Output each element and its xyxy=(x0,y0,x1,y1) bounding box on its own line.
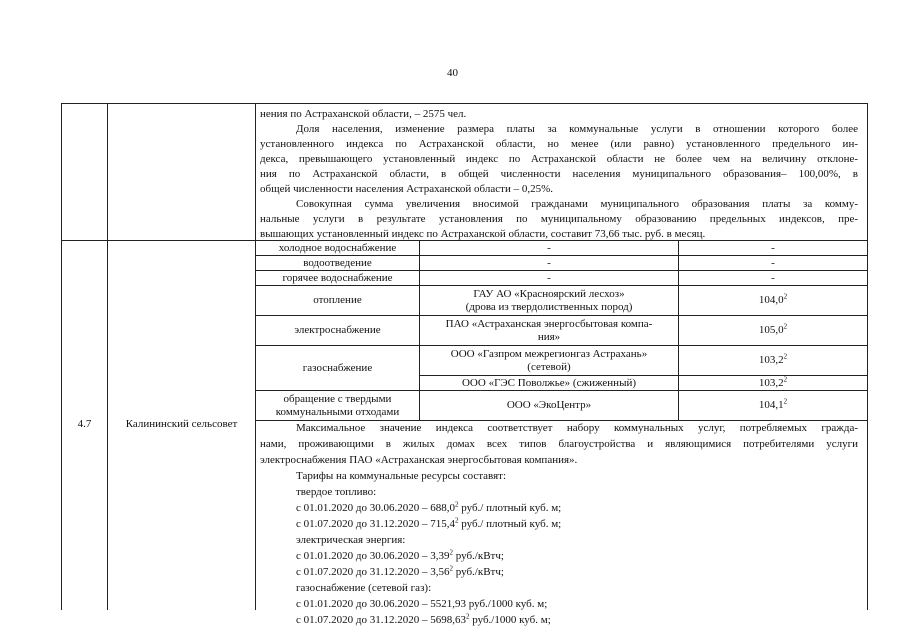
index-value xyxy=(679,286,867,315)
value: 104,0 xyxy=(758,294,784,306)
text-line: нальные услуги в результате установления по муниципальному образованию предельных индексов, пре- xyxy=(260,213,858,225)
footnote-mark: 2 xyxy=(449,548,453,557)
provider-line: (дрова из твердолиственных пород) xyxy=(465,300,633,313)
text-line: установленного индекса по Астраханской области, но менее (или равно) установленного предельного ин- xyxy=(260,138,858,150)
provider: - xyxy=(547,271,551,284)
service-name: холодное водоснабжение xyxy=(278,241,397,254)
provider-line: ния» xyxy=(537,330,561,343)
tariff-text: с 01.01.2020 до 30.06.2020 – 688,0 xyxy=(296,502,455,514)
service-name-line: коммунальными отходами xyxy=(275,405,400,418)
provider-line: ГАУ АО «Красноярский лесхоз» xyxy=(473,287,625,300)
value: 103,2 xyxy=(758,376,784,389)
service-name: отопление xyxy=(313,294,362,306)
provider: ООО «ГЭС Поволжье» (сжиженный) xyxy=(461,376,637,389)
tariff-text: с 01.07.2020 до 31.12.2020 – 3,56 xyxy=(296,566,450,578)
provider: - xyxy=(547,256,551,269)
tariff-unit: руб./кВтч; xyxy=(452,566,504,578)
text-line: электроснабжения ПАО «Астраханская энергосбытовая компания». xyxy=(260,454,578,466)
footnote-mark: 2 xyxy=(449,564,453,573)
service-name: электроснабжение xyxy=(294,324,381,336)
text-line: ния по Астраханской области, в общей численности населения муниципального образования– 100,00%, в xyxy=(260,168,858,180)
index-value: - xyxy=(771,271,775,284)
text-line: электрическая энергия: xyxy=(296,534,406,546)
text-line xyxy=(260,500,863,516)
col-divider xyxy=(107,104,108,610)
text-line: газоснабжение (сетевой газ): xyxy=(296,582,432,594)
value: 105,0 xyxy=(758,324,784,336)
municipality-name: Калининский сельсовет xyxy=(125,417,238,430)
service-name: водоотведение xyxy=(303,256,372,269)
provider xyxy=(420,316,678,345)
value: 104,1 xyxy=(758,399,784,411)
index-value xyxy=(679,346,867,375)
text-line xyxy=(260,548,863,564)
provider: - xyxy=(547,241,551,254)
text-line: Совокупная сумма увеличения вносимой гражданами муниципального образования платы за комму- xyxy=(296,198,858,210)
text-line: с 01.01.2020 до 30.06.2020 – 5521,93 руб./1000 куб. м; xyxy=(296,598,548,610)
index-value xyxy=(679,391,867,420)
document-table xyxy=(61,103,868,626)
text-line xyxy=(260,612,863,628)
text-line: Тарифы на коммунальные ресурсы составят: xyxy=(296,470,507,482)
index-value xyxy=(679,376,867,390)
page-number: 40 xyxy=(447,67,458,79)
index-value xyxy=(679,316,867,345)
service-name: горячее водоснабжение xyxy=(282,271,393,284)
provider-line: (сетевой) xyxy=(527,360,571,373)
tariff-unit: руб./кВтч; xyxy=(452,550,504,562)
index-value: - xyxy=(771,241,775,254)
text-line: нения по Астраханской области, – 2575 чел. xyxy=(260,108,467,120)
text-line xyxy=(260,516,863,532)
text-line: Доля населения, изменение размера платы за коммунальные услуги в отношении которого более xyxy=(296,123,858,135)
footnote-mark: 2 xyxy=(454,516,459,525)
tariff-unit: руб./ плотный куб. м; xyxy=(458,502,562,514)
provider: ООО «ЭкоЦентр» xyxy=(506,399,592,411)
service-name: газоснабжение xyxy=(302,361,373,374)
footnote-mark: 2 xyxy=(783,292,788,301)
tariff-text: с 01.07.2020 до 31.12.2020 – 715,4 xyxy=(296,518,455,530)
row-number: 4.7 xyxy=(77,417,92,430)
text-line: твердое топливо: xyxy=(296,486,377,498)
tariff-unit: руб./ плотный куб. м; xyxy=(458,518,562,530)
footnote-mark: 2 xyxy=(783,397,788,406)
provider xyxy=(420,286,678,315)
bottom-paragraph xyxy=(260,420,863,628)
provider-line: ООО «Газпром межрегионгаз Астрахань» xyxy=(450,347,648,360)
footnote-mark: 2 xyxy=(454,500,459,509)
text-line: нами, проживающими в жилых домах всех типов благоустройства и являющимися потребителями услуги xyxy=(260,438,858,450)
footnote-mark: 2 xyxy=(465,612,470,621)
tariff-text: с 01.01.2020 до 30.06.2020 – 3,39 xyxy=(296,550,450,562)
provider xyxy=(420,346,678,375)
text-line: декса, превышающего установленный индекс по Астраханской области не более чем на величину отклоне- xyxy=(260,153,858,165)
tariff-unit: руб./1000 куб. м; xyxy=(469,614,551,626)
service-name xyxy=(256,391,419,420)
tariff-text: с 01.07.2020 до 31.12.2020 – 5698,63 xyxy=(296,614,466,626)
text-line xyxy=(260,564,863,580)
text-line: Максимальное значение индекса соответствует набору коммунальных услуг, потребляемых гражда- xyxy=(296,422,858,434)
text-line: общей численности населения Астраханской области – 0,25%. xyxy=(260,183,553,195)
top-paragraph xyxy=(260,107,860,242)
footnote-mark: 2 xyxy=(783,374,788,383)
footnote-mark: 2 xyxy=(783,352,788,361)
value: 103,2 xyxy=(758,354,784,366)
footnote-mark: 2 xyxy=(783,322,788,331)
index-value: - xyxy=(771,256,775,269)
service-name-line: обращение с твердыми xyxy=(283,392,392,405)
text-line: вышающих установленный индекс по Астраханской области, составит 73,66 тыс. руб. в месяц. xyxy=(260,228,706,240)
provider-line: ПАО «Астраханская энергосбытовая компа- xyxy=(445,317,653,330)
